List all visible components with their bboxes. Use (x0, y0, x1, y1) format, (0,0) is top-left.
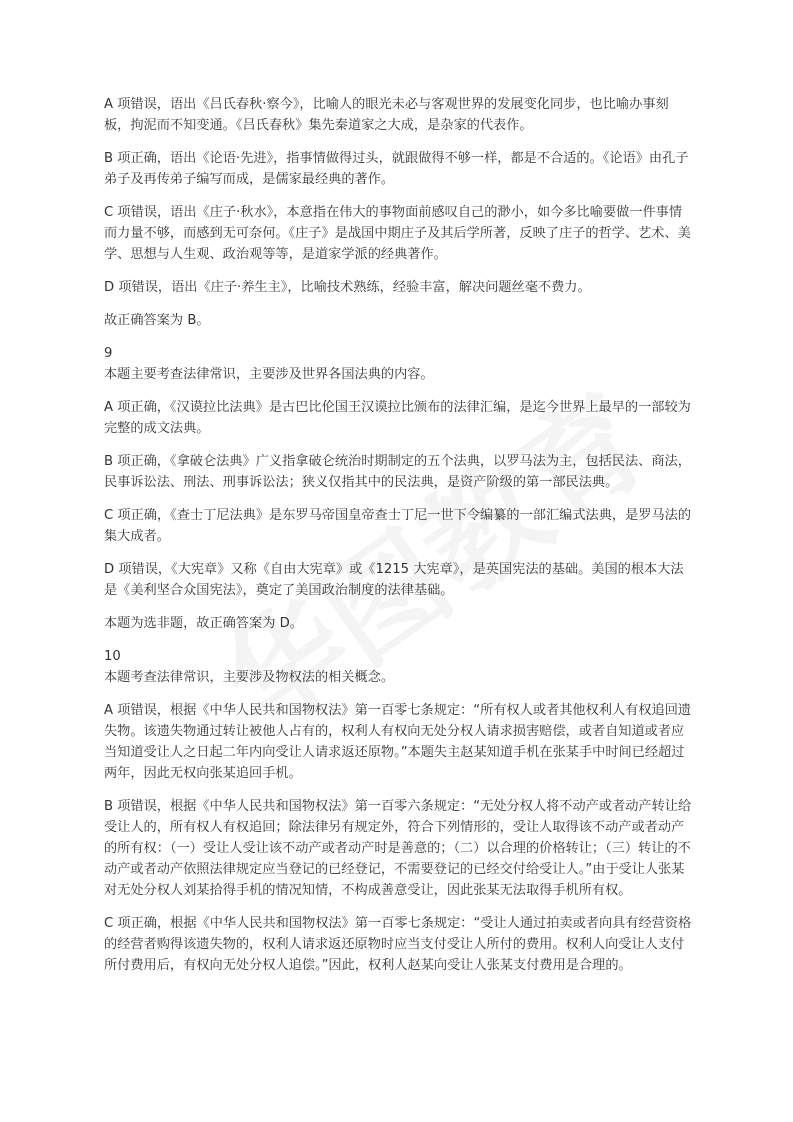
q9-answer: 本题为选非题，故正确答案为 D。 (104, 616, 303, 631)
q8-option-d: D 项错误，语出《庄子·养生主》，比喻技术熟练，经验丰富，解决问题丝毫不费力。 (104, 280, 591, 295)
question-10-analysis (104, 646, 692, 976)
document-body (104, 94, 692, 988)
q10-number: 10 (104, 649, 121, 664)
q10-option-b: B 项错误，根据《中华人民共和国物权法》第一百零六条规定：“无处分权人将不动产或者动产转让给受让人的，所有权人有权追回；除法律另有规定外，符合下列情形的，受让人取得该不动产或者动产的所有权：（一）受让人受让该不动产或者动产时是善意的；（二）以合理的价格转让；（三）转让的不动产或者动产依照法律规定应当登记的已经登记，不需要登记的已经交付给受让人。”由于受让人张某对无处分权人刘某拾得手机的情况知情，不构成善意受让，因此张某无法取得手机所有权。 (104, 799, 692, 898)
q10-option-a: A 项错误，根据《中华人民共和国物权法》第一百零七条规定：“所有权人或者其他权利人有权追回遗失物。该遗失物通过转让被他人占有的，权利人有权向无处分权人请求损害赔偿，或者自知道或者应当知道受让人之日起二年内向受让人请求返还原物。”本题失主赵某知道手机在张某手中时间已经超过两年，因此无权向张某追回手机。 (104, 703, 692, 781)
q9-option-b: B 项正确，《拿破仑法典》广义指拿破仑统治时期制定的五个法典，以罗马法为主，包括民法、商法，民事诉讼法、刑法、刑事诉讼法；狭义仅指其中的民法典，是资产阶级的第一部民法典。 (104, 454, 691, 490)
q9-option-d: D 项错误，《大宪章》又称《自由大宪章》或《1215 大宪章》，是英国宪法的基础。美国的根本大法是《美利坚合众国宪法》，奠定了美国政治制度的法律基础。 (104, 562, 684, 598)
q8-option-c: C 项错误，语出《庄子·秋水》，本意指在伟大的事物面前感叹自己的渺小，如今多比喻要做一件事情而力量不够，而感到无可奈何。《庄子》是战国中期庄子及其后学所著，反映了庄子的哲学、艺术、美学、思想与人生观、政治观等等，是道家学派的经典著作。 (104, 205, 691, 262)
q8-option-b: B 项正确，语出《论语·先进》，指事情做得过头，就跟做得不够一样，都是不合适的。《论语》由孔子弟子及再传弟子编写而成，是儒家最经典的著作。 (104, 151, 689, 187)
q9-intro: 本题主要考查法律常识，主要涉及世界各国法典的内容。 (104, 367, 434, 382)
q10-intro: 本题考查法律常识，主要涉及物权法的相关概念。 (104, 670, 395, 685)
q9-number: 9 (104, 346, 113, 361)
q10-option-c: C 项正确，根据《中华人民共和国物权法》第一百零七条规定：“受让人通过拍卖或者向具有经营资格的经营者购得该遗失物的，权利人请求返还原物时应当支付受让人所付的费用。权利人向受让人支付所付费用后，有权向无处分权人追偿。”因此，权利人赵某向受让人张某支付费用是合理的。 (104, 916, 692, 973)
q8-answer: 故正确答案为 B。 (104, 313, 210, 328)
q8-option-a: A 项错误，语出《吕氏春秋·察今》，比喻人的眼光未必与客观世界的发展变化同步，也比喻办事刻板，拘泥而不知变通。《吕氏春秋》集先秦道家之大成，是杂家的代表作。 (104, 97, 669, 133)
q9-option-c: C 项正确，《查士丁尼法典》是东罗马帝国皇帝查士丁尼一世下令编纂的一部汇编式法典，是罗马法的集大成者。 (104, 508, 692, 544)
question-8-analysis (104, 94, 692, 331)
question-9-analysis (104, 343, 692, 634)
q9-option-a: A 项正确，《汉谟拉比法典》是古巴比伦国王汉谟拉比颁布的法律汇编，是迄今世界上最早的一部较为完整的成文法典。 (104, 400, 691, 436)
